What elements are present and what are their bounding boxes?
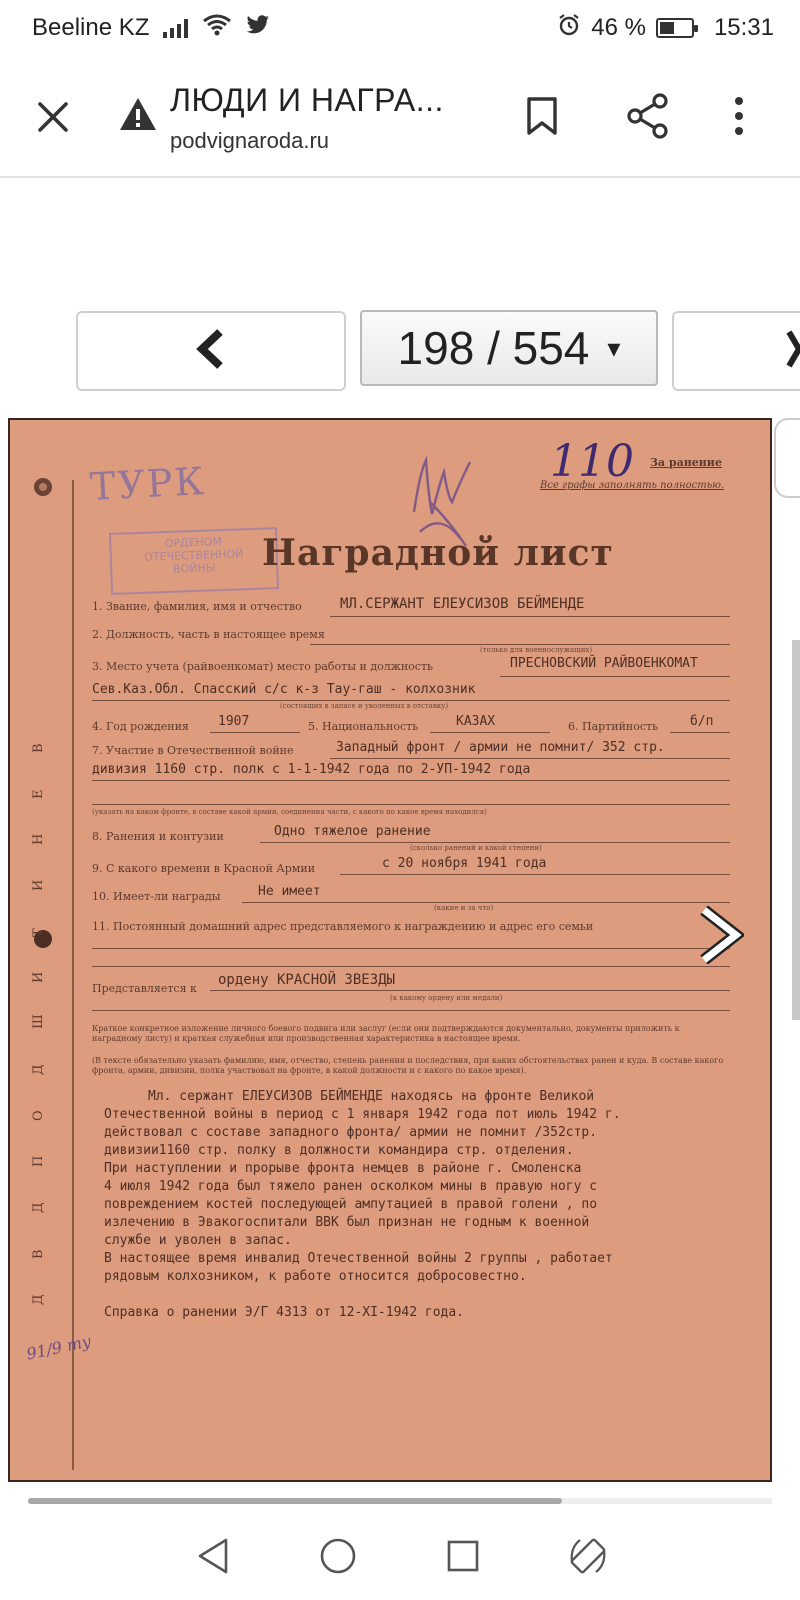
presented-value: ордену КРАСНОЙ ЗВЕЗДЫ xyxy=(218,972,396,988)
system-nav-bar xyxy=(0,1512,800,1600)
field-5-label: 5. Национальность xyxy=(308,720,419,733)
field-6-label: 6. Партийность xyxy=(568,720,659,733)
corner-handwriting: 91/9 ту xyxy=(24,1331,93,1364)
close-icon[interactable] xyxy=(30,94,76,140)
chevron-right-icon xyxy=(696,906,744,964)
field-6-value: б/п xyxy=(690,714,714,729)
field-7-value-1: Западный фронт / армии не помнит/ 352 стр. xyxy=(336,740,665,755)
binder-hole xyxy=(32,476,54,498)
field-1-value: МЛ.СЕРЖАНТ ЕЛЕУСИЗОВ БЕЙМЕНДЕ xyxy=(340,596,585,612)
field-7-hint: (указать на каком фронте, в составе какой армии, соединения части, с какого по какое время находился) xyxy=(92,808,487,816)
page-select[interactable] xyxy=(360,310,658,386)
horizontal-scrollbar[interactable] xyxy=(28,1498,772,1504)
chevron-left-icon xyxy=(196,329,226,373)
corner-note-1: За ранение xyxy=(650,456,722,469)
field-3-hint: (состоящих в запасе и уволенных в отставку) xyxy=(280,702,449,710)
field-8-hint: (сколько ранений и какой степени) xyxy=(410,844,542,852)
instruction-2: (В тексте обязательно указать фамилию, имя, отчество, степень ранения и последствия, при каких обстоятельствах ранен и куда. В составе какого фронта, армии, дивизии, полка участвовал на фронте, в какой должности и с какого по какое время). xyxy=(92,1056,724,1075)
alarm-icon xyxy=(557,13,581,44)
chevron-down-icon: ▾ xyxy=(607,332,621,363)
chevron-right-icon xyxy=(783,329,800,373)
home-icon[interactable] xyxy=(314,1532,362,1580)
warning-icon[interactable] xyxy=(118,96,158,132)
share-icon[interactable] xyxy=(624,90,672,142)
wifi-icon xyxy=(202,14,232,43)
field-9-label: 9. С какого времени в Красной Армии xyxy=(92,862,316,875)
prev-page-button[interactable] xyxy=(76,311,346,391)
clock: 15:31 xyxy=(713,14,774,41)
adjacent-card[interactable] xyxy=(774,418,800,498)
field-2-hint: (только для военнослужащих) xyxy=(480,646,593,654)
twitter-icon xyxy=(246,15,270,41)
award-description: Мл. сержант ЕЛЕУСИЗОВ БЕЙМЕНДЕ находясь на фронте Великой Отечественной войны в период с 1 января 1942 года пот июль 1942 г. действовал с составе западного фронта/ армии не помнит /352стр. дивизии1160 стр. полку в должности командира стр. отделения. При наступлении и прорыве фронта немцев в районе г. Смоленска 4 июля 1942 года был тяжело ранен осколком мины в правую ногу с повреждением костей последующей ампутацией в правой голени , по излечению в Эвакогоспитали ВВК был признан не годным к военной службе и уволен в запас. В настоящее время инвалид Отечественной войны 2 группы , работает рядовым колхозником, к работе относится добросовестно. Справка о ранении Э/Г 4313 от 12-XI-1942 года. xyxy=(104,1089,621,1320)
vertical-scrollbar[interactable] xyxy=(792,640,800,1020)
battery-percent: 46 % xyxy=(591,14,646,41)
more-icon[interactable] xyxy=(724,90,754,142)
status-bar xyxy=(0,0,800,56)
field-4-value: 1907 xyxy=(218,714,250,729)
field-11-label: 11. Постоянный домашний адрес представляемого к награждению и адрес его семьи xyxy=(92,920,594,933)
field-1-label: 1. Звание, фамилия, имя и отчество xyxy=(92,600,302,613)
field-9-value: с 20 ноября 1941 года xyxy=(382,856,547,871)
presented-hint: (к какому ордену или медали) xyxy=(390,994,503,1002)
scrollbar-thumb[interactable] xyxy=(28,1498,562,1504)
signal-icon xyxy=(163,18,188,38)
page-url[interactable]: podvignaroda.ru xyxy=(170,128,330,153)
page-title: ЛЮДИ И НАГРА... xyxy=(170,82,444,118)
bookmark-icon[interactable] xyxy=(518,90,566,142)
field-7-label: 7. Участие в Отечественной войне xyxy=(92,744,294,757)
field-3-label: 3. Место учета (райвоенкомат) место работы и должность xyxy=(92,660,434,673)
field-5-value: КАЗАХ xyxy=(456,714,496,729)
corner-note-2: Все графы заполнять полностью. xyxy=(540,480,725,491)
field-8-label: 8. Ранения и контузии xyxy=(92,830,224,843)
battery-icon xyxy=(656,18,694,38)
carrier-name: Beeline KZ xyxy=(32,14,150,41)
field-7-value-2: дивизия 1160 стр. полк с 1-1-1942 года по 2-УП-1942 года xyxy=(92,762,531,777)
back-icon[interactable] xyxy=(189,1532,237,1580)
rotate-icon[interactable] xyxy=(564,1532,612,1580)
field-10-label: 10. Имеет-ли награды xyxy=(92,890,221,903)
presented-label: Представляется к xyxy=(92,982,197,995)
margin-stamp-letters: В Е Н И Т И Ш Д О П Д В Д xyxy=(31,743,46,1305)
stamp-turk: ТУРК xyxy=(88,458,207,510)
page-counter: 198 / 554 xyxy=(397,322,590,374)
field-3-value-2: Сев.Каз.Обл. Спасский с/с к-з Тау-гаш - колхозник xyxy=(92,682,476,697)
stamp-box: ОРДЕНОМ ОТЕЧЕСТВЕННОЙ ВОЙНЫ xyxy=(109,527,279,595)
recents-icon[interactable] xyxy=(439,1532,487,1580)
field-3-value-1: ПРЕСНОВСКИЙ РАЙВОЕНКОМАТ xyxy=(510,656,698,671)
field-10-value: Не имеет xyxy=(258,884,321,899)
instruction-1: Краткое конкретное изложение личного боевого подвига или заслуг (если они подтверждаются документально, документы приложить к наградному листу) и краткая служебная или производственная характеристика в настоящее время. xyxy=(92,1024,680,1043)
browser-toolbar xyxy=(0,56,800,178)
document-scan[interactable] xyxy=(8,418,772,1482)
field-10-hint: (какие и за что) xyxy=(434,904,494,912)
field-2-label: 2. Должность, часть в настоящее время xyxy=(92,628,325,641)
field-4-label: 4. Год рождения xyxy=(92,720,189,733)
handwritten-number: 110 xyxy=(550,436,634,487)
next-page-button[interactable] xyxy=(672,311,800,391)
next-image-button[interactable] xyxy=(696,906,744,964)
field-8-value: Одно тяжелое ранение xyxy=(274,824,431,839)
document-title: Наградной лист xyxy=(262,532,614,574)
